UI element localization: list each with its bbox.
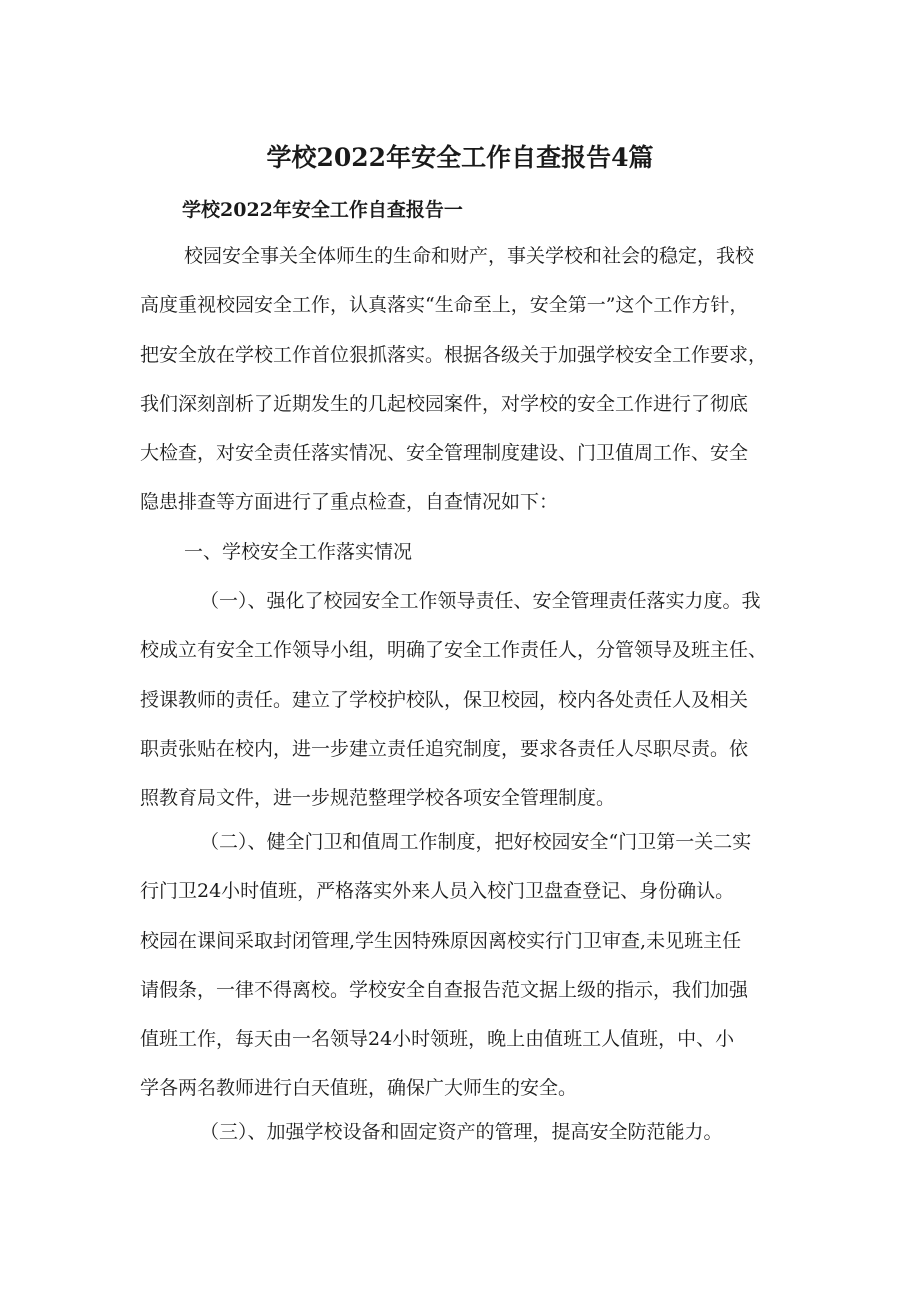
subsection-heading bbox=[140, 528, 790, 577]
paragraph-line: 校成立有安全工作领导小组，明确了安全工作责任人，分管领导及班主任、 bbox=[140, 639, 768, 662]
paragraph-line: 一、学校安全工作落实情况 bbox=[184, 541, 413, 563]
paragraph-line: 高度重视校园安全工作，认真落实“生命至上，安全第一”这个工作方针， bbox=[140, 294, 749, 317]
paragraph-intro bbox=[140, 232, 790, 528]
paragraph-line: （二）、健全门卫和值周工作制度，把好校园安全“门卫第一关二实 bbox=[200, 831, 752, 853]
paragraph-line: 请假条，一律不得离校。学校安全自查报告范文据上级的指示，我们加强 bbox=[140, 978, 749, 1001]
paragraph-line: 校园在课间采取封闭管理,学生因特殊原因离校实行门卫审查,未见班主任 bbox=[140, 929, 742, 952]
paragraph-line: 大检查，对安全责任落实情况、安全管理制度建设、门卫值周工作、安全 bbox=[140, 442, 749, 465]
paragraph-line: 我们深刻剖析了近期发生的几起校园案件，对学校的安全工作进行了彻底 bbox=[140, 392, 749, 415]
paragraph-line: 照教育局文件，进一步规范整理学校各项安全管理制度。 bbox=[140, 787, 616, 810]
paragraph-line: （一）、强化了校园安全工作领导责任、安全管理责任落实力度。我 bbox=[200, 590, 761, 612]
paragraph-line: 校园安全事关全体师生的生命和财产，事关学校和社会的稳定，我校 bbox=[184, 245, 755, 267]
section-heading: 学校2022年安全工作自查报告一 bbox=[182, 199, 463, 221]
paragraph-line: 隐患排查等方面进行了重点检查，自查情况如下： bbox=[140, 491, 559, 514]
paragraph-section-1 bbox=[140, 577, 790, 823]
paragraph-line: 行门卫24小时值班，严格落实外来人员入校门卫盘查登记、身份确认。 bbox=[140, 880, 735, 903]
paragraph-section-3 bbox=[140, 1108, 790, 1157]
paragraph-line: 职责张贴在校内，进一步建立责任追究制度，要求各责任人尽职尽责。依 bbox=[140, 737, 749, 760]
paragraph-line: 授课教师的责任。建立了学校护校队，保卫校园，校内各处责任人及相关 bbox=[140, 688, 749, 711]
paragraph-line: （三）、加强学校设备和固定资产的管理，提高安全防范能力。 bbox=[200, 1121, 723, 1143]
paragraph-section-2 bbox=[140, 818, 790, 1114]
paragraph-line: 把安全放在学校工作首位狠抓落实。根据各级关于加强学校安全工作要求， bbox=[140, 343, 768, 366]
document-title: 学校2022年安全工作自查报告4篇 bbox=[266, 143, 654, 172]
paragraph-line: 值班工作，每天由一名领导24小时领班，晚上由值班工人值班，中、小 bbox=[140, 1028, 735, 1051]
paragraph-line: 学各两名教师进行白天值班，确保广大师生的安全。 bbox=[140, 1077, 578, 1100]
